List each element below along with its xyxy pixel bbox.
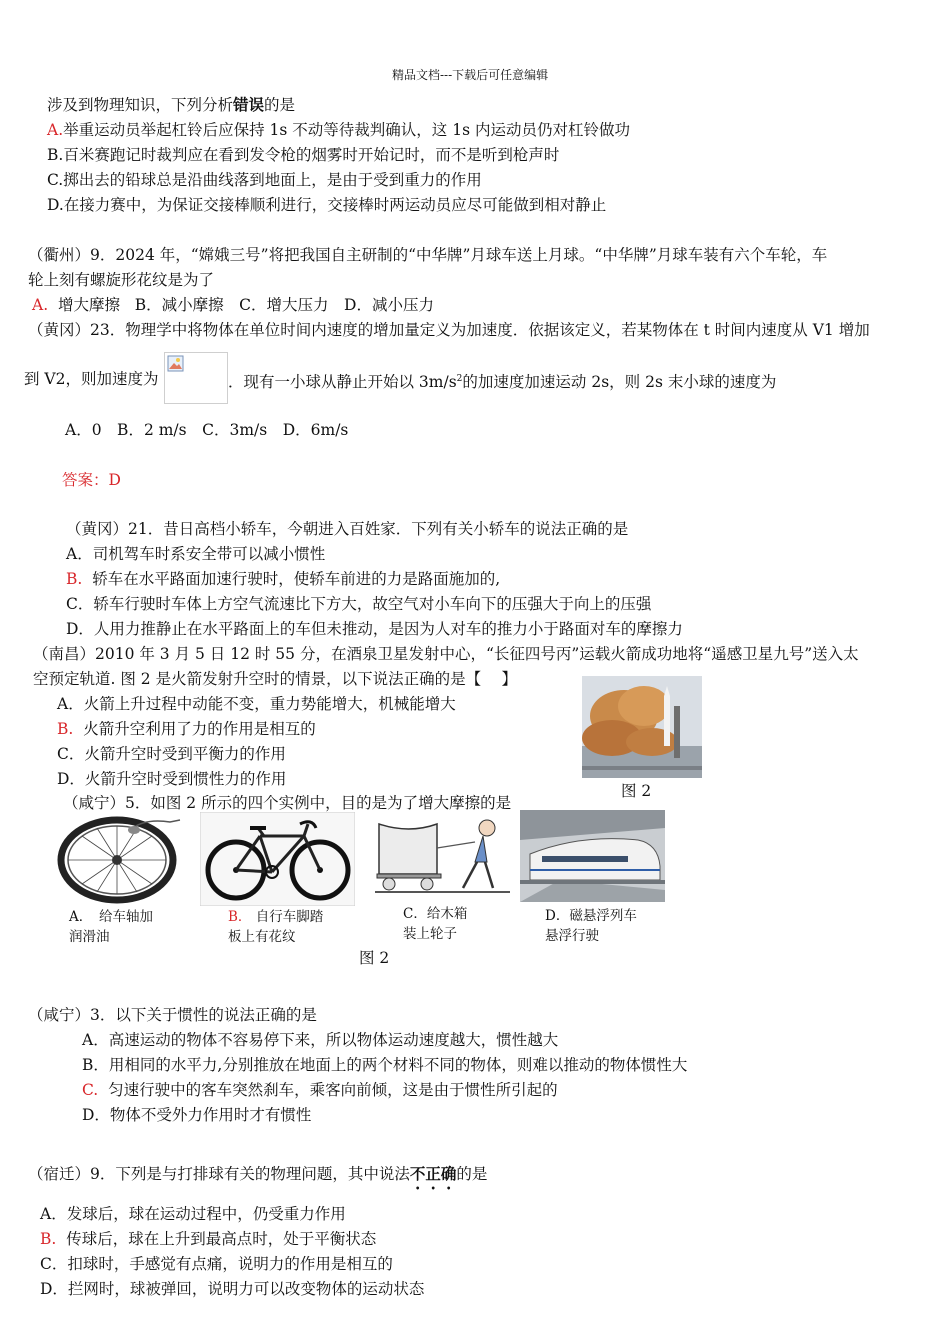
q2-stem-line2: 轮上刻有螺旋形花纹是为了 bbox=[28, 271, 215, 289]
q7-option-b: B．用相同的水平力,分别推放在地面上的两个材料不同的物体，则难以推动的物体惯性大 bbox=[82, 1056, 688, 1074]
bicycle-figure bbox=[200, 812, 355, 906]
q1-stem: 涉及到物理知识，下列分析错误的是 bbox=[47, 95, 296, 114]
q6-stem: （咸宁）5．如图 2 所示的四个实例中，目的是为了增大摩擦的是 bbox=[63, 794, 512, 812]
q3-stem-line2-rest: ．现有一小球从静止开始以 $3m/s^2$的加速度加速运动 2s，则 2s 末小球的速度为 bbox=[228, 373, 777, 392]
q1-option-b: B.百米赛跑记时裁判应在看到发令枪的烟雾时开始记时，而不是听到枪声时 bbox=[47, 146, 560, 164]
q8-option-c: C．扣球时，手感觉有点痛，说明力的作用是相互的 bbox=[40, 1255, 393, 1273]
page-header: 精品文档---下载后可任意编辑 bbox=[392, 68, 549, 82]
fig-b-caption-line2: 板上有花纹 bbox=[228, 929, 296, 945]
q4-option-a: A．司机驾车时系安全带可以减小惯性 bbox=[66, 545, 326, 563]
figures-caption: 图 2 bbox=[359, 949, 390, 967]
q1-option-c: C.掷出去的铅球总是沿曲线落到地面上，是由于受到重力的作用 bbox=[47, 171, 482, 189]
q1-option-d: D.在接力赛中，为保证交接棒顺利进行，交接棒时两运动员应尽可能做到相对静止 bbox=[47, 196, 607, 214]
q4-stem: （黄冈）21．昔日高档小轿车，今朝进入百姓家．下列有关小轿车的说法正确的是 bbox=[66, 520, 629, 538]
q8-option-a: A．发球后，球在运动过程中，仍受重力作用 bbox=[40, 1205, 346, 1223]
q3-options: A．0 B．2 m/s C．3m/s D．6m/s bbox=[65, 421, 349, 439]
wheel-figure bbox=[52, 810, 182, 906]
maglev-train-figure bbox=[520, 810, 665, 902]
q2-options: A. 增大摩擦 B．减小摩擦 C．增大压力 D．减小压力 bbox=[32, 296, 434, 314]
q3-stem-line1: （黄冈）23．物理学中将物体在单位时间内速度的增加量定义为加速度．依据该定义，若某物体在 t 时间内速度从 V1 增加 bbox=[28, 321, 870, 339]
fig-c-caption-line2: 装上轮子 bbox=[403, 926, 457, 942]
q7-option-a: A．高速运动的物体不容易停下来，所以物体运动速度越大，惯性越大 bbox=[82, 1031, 559, 1049]
q7-option-c: C. 匀速行驶中的客车突然刹车，乘客向前倾，这是由于惯性所引起的 bbox=[82, 1081, 558, 1099]
fig-d-caption-line2: 悬浮行驶 bbox=[545, 928, 599, 944]
q5-stem-line1: （南昌）2010 年 3 月 5 日 12 时 55 分，在酒泉卫星发射中心，“长征四号丙”运载火箭成功地将“遥感卫星九号”送入太 bbox=[33, 645, 859, 663]
q5-option-b: B. 火箭升空利用了力的作用是相互的 bbox=[57, 720, 316, 738]
q3-stem-line2-pre: 到 V2，则加速度为 bbox=[24, 370, 159, 388]
q8-option-b: B. 传球后，球在上升到最高点时，处于平衡状态 bbox=[40, 1230, 377, 1248]
fig-a-caption-line2: 润滑油 bbox=[69, 929, 110, 945]
q5-stem-line2: 空预定轨道. 图 2 是火箭发射升空时的情景，以下说法正确的是【 】 bbox=[33, 670, 517, 688]
q2-stem-line1: （衢州）9．2024 年，“嫦娥三号”将把我国自主研制的“中华牌”月球车送上月球。“中华牌”月球车装有六个车轮，车 bbox=[28, 246, 828, 264]
q8-stem: （宿迁）9．下列是与打排球有关的物理问题，其中说法不正确的是 bbox=[28, 1164, 488, 1183]
q3-answer: 答案：D bbox=[62, 471, 121, 489]
fig-d-caption-line1: D．磁悬浮列车 bbox=[545, 908, 637, 924]
q5-option-a: A．火箭上升过程中动能不变，重力势能增大，机械能增大 bbox=[57, 695, 456, 713]
fig-a-caption-line1: A． 给车轴加 bbox=[69, 909, 153, 925]
q4-option-c: C．轿车行驶时车体上方空气流速比下方大，故空气对小车向下的压强大于向上的压强 bbox=[66, 595, 652, 613]
q7-option-d: D．物体不受外力作用时才有惯性 bbox=[82, 1106, 312, 1124]
formula-image-placeholder bbox=[164, 352, 228, 404]
q8-option-d: D．拦网时，球被弹回，说明力可以改变物体的运动状态 bbox=[40, 1280, 425, 1298]
q5-option-d: D．火箭升空时受到惯性力的作用 bbox=[57, 770, 287, 788]
q4-option-b: B. 轿车在水平路面加速行驶时，使轿车前进的力是路面施加的, bbox=[66, 570, 501, 588]
q4-option-d: D．人用力推静止在水平路面上的车但未推动，是因为人对车的推力小于路面对车的摩擦力 bbox=[66, 620, 683, 638]
q7-stem: （咸宁）3．以下关于惯性的说法正确的是 bbox=[28, 1006, 317, 1024]
broken-image-icon bbox=[167, 355, 185, 373]
fig-c-caption-line1: C．给木箱 bbox=[403, 906, 468, 922]
fig-b-caption-line1: B． 自行车脚踏 bbox=[228, 909, 324, 925]
rocket-launch-photo bbox=[582, 676, 702, 778]
rocket-figure-caption: 图 2 bbox=[621, 782, 652, 800]
box-cart-figure bbox=[375, 812, 510, 904]
q1-option-a: A.举重运动员举起杠铃后应保持 1s 不动等待裁判确认，这 1s 内运动员仍对杠铃做功 bbox=[47, 121, 630, 139]
q5-option-c: C．火箭升空时受到平衡力的作用 bbox=[57, 745, 286, 763]
